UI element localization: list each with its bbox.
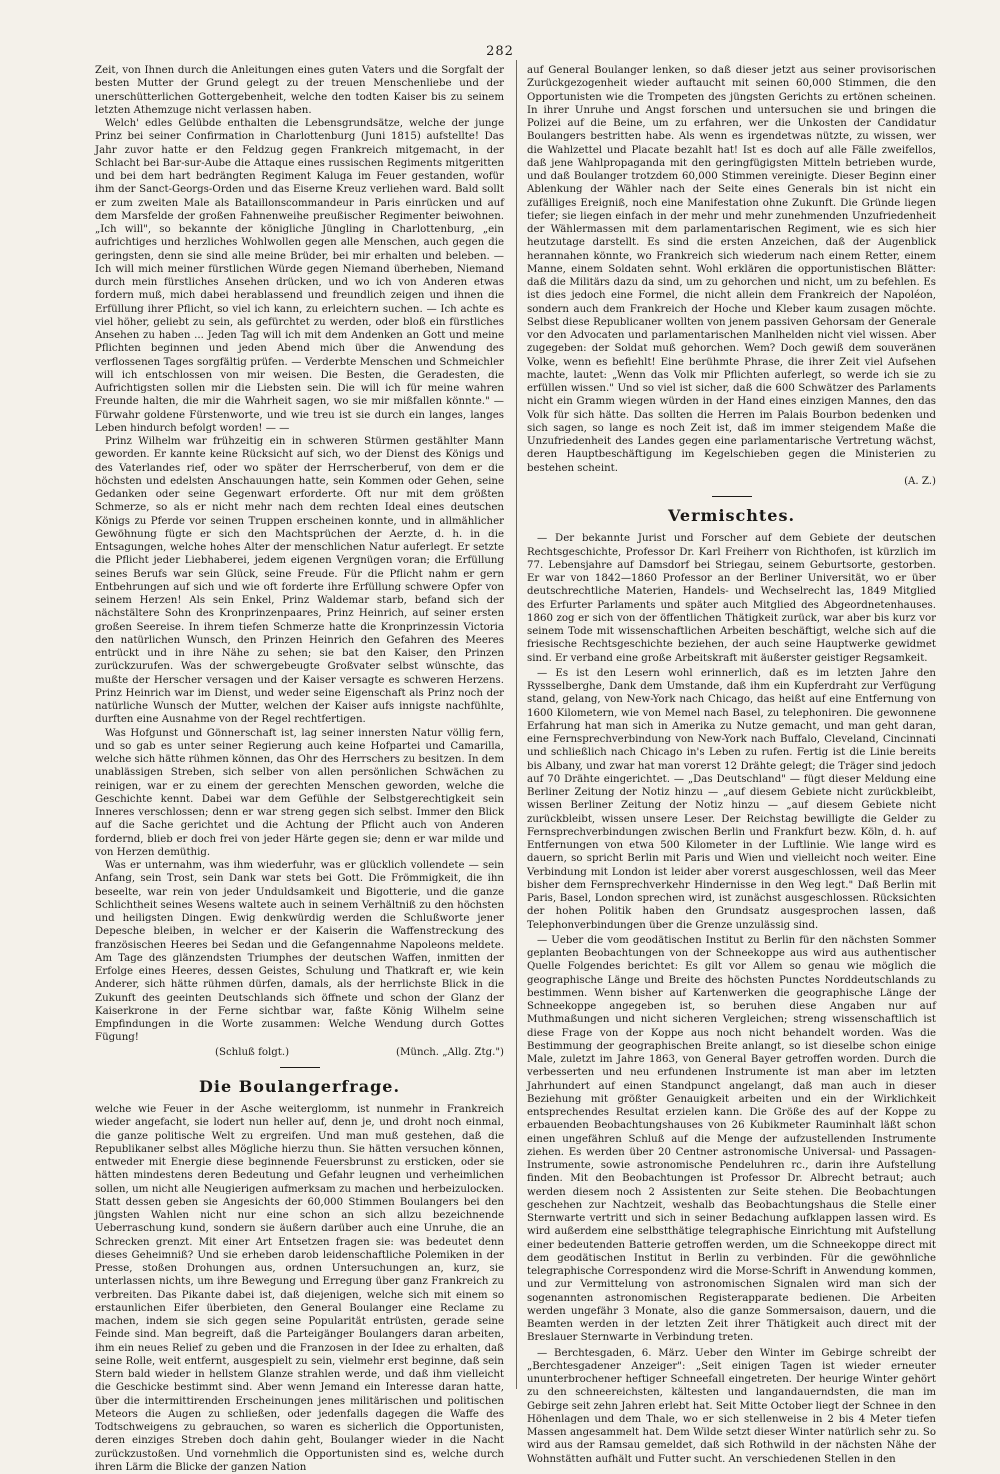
column-divider — [516, 60, 517, 1389]
paragraph: Prinz Wilhelm war frühzeitig ein in schweren Stürmen gestählter Mann geworden. Er kannte keine Rücksicht auf sich, wo der Dienst des Königs und des Vaterlandes rief, oder wo später der Herrscherberuf, von dem er die höchsten und edelsten Anschauungen hatte, sein Kommen oder Gehen, seine Gedanken oder seine Gegenwart erforderte. Oft nur mit dem größten Schmerze, so als er nicht mehr nach dem rechten Ideal eines deutschen Königs zu Pferde vor seinen Truppen erscheinen konnte, und in allmählicher Gewöhnung fügte er sich den Machtsprüchen der Aerzte, d. h. in die Entsagungen, welche hohes Alter der menschlichen Natur auferlegt. Er setzte die Pflicht jeder Liebhaberei, jedem eigenen Vergnügen voran; die Erfüllung seines Berufs war sein Glück, seine Freude. Für die Pflicht nahm er gern Entbehrungen auf sich und wie oft forderte ihre Erfüllung schwere Opfer von seinem Herzen! Als sein Enkel, Prinz Waldemar starb, befand sich der nächstältere Sohn des Kronprinzenpaares, Prinz Heinrich, auf seiner ersten großen Seereise. In ihrem tiefen Schmerze hatte die Kronprinzessin Victoria den natürlichen Wunsch, den Prinzen Heinrich den Gefahren des Meeres entrückt und in ihre Nähe zu sehen; sie bat den Kaiser, den Prinzen zurückzurufen. Was der schwergebeugte Großvater selbst wünschte, das mußte der Herscher versagen und der Kaiser versagte es schweren Herzens. Prinz Heinrich war im Dienst, und weder seine Eigenschaft als Prinz noch der natürliche Wunsch der Mutter, welchen der Kaiser aufs innigste nachfühlte, durften eine Ausnahme von der Regel rechtfertigen. — [95, 436, 504, 726]
paragraph: Welch' edles Gelübde enthalten die Lebensgrundsätze, welche der junge Prinz bei seiner Confirmation in Charlottenburg (Juni 1815) aufstellte! Das Jahr zuvor hatte er den Feldzug gegen Frankreich mitgemacht, in der Schlacht bei Bar-sur-Aube die Attaque eines russischen Regiments mitgeritten und bei dem hart bedrängten Regiment Kaluga im Feuer gestanden, wofür ihm der Sanct-Georgs-Orden und das Eiserne Kreuz verliehen ward. Bald sollt er zum zweiten Male als Bataillonscommandeur in Paris einrücken und auf dem Marsfelde der großen Fahnenweihe preußischer Regimenter beiwohnen. „Ich will", so bekannte der königliche Jüngling in Charlottenburg, „ein aufrichtiges und herzliches Wohlwollen gegen alle Menschen, auch gegen die geringsten, denn sie sind alle meine Brüder, bei mir erhalten und beleben. — Ich will mich meiner fürstlichen Würde gegen Niemand überheben, Niemand durch mein fürstliches Ansehen drücken, und wo ich von Anderen etwas fordern muß, mich dabei herablassend und freundlich zeigen und ihnen die Erfüllung ihrer Pflicht, so viel ich kann, zu erleichtern suchen. — Ich achte es viel höher, geliebt zu sein, als gefürchtet zu werden, oder bloß ein fürstliches Ansehen zu haben ... Jeden Tag will ich mit dem Andenken an Gott und meine Pflichten beginnen und jeden Abend mich über die Anwendung des verflossenen Tages sorgfältig prüfen. — Verderbte Menschen und Schmeichler will ich entschlossen von mir weisen. Die Besten, die Geradesten, die Aufrichtigsten sollen mir die Liebsten sein. Die will ich für meine wahren Freunde halten, die mir die Wahrheit sagen, wo sie mir mißfallen könnte." — Fürwahr goldene Fürstenworte, und wie treu ist sie durch ein langes, langes Leben hindurch befolgt worden! — — — [95, 118, 504, 434]
divider — [712, 496, 752, 497]
news-item: — Ueber die vom geodätischen Institut zu Berlin für den nächsten Sommer geplanten Beobachtungen von der Schneekoppe aus wird aus authentischer Quelle Folgendes berichtet: Es gilt vor Allem so genau wie möglich die geographische Länge und Breite des höchsten Punctes Norddeutschlands zu bestimmen. Wenn bisher auf Kartenwerken die geographische Länge der Schneekoppe angegeben ist, so beruhen diese Angaben nur auf Muthmaßungen und nicht sicheren Vergleichen; streng wissenschaftlich ist diese Frage von der Koppe aus noch nicht behandelt worden. Was die Bestimmung der geographischen Breite anlangt, so ist dieselbe schon einige Male, zuletzt im Jahre 1863, von General Bayer getroffen worden. Durch die verbesserten und neu erfundenen Instrumente ist man aber im letzten Jahrhundert auf einen Standpunct angelangt, daß man auch in dieser Beziehung mit größter Genauigkeit arbeiten und ein der Wirklichkeit entsprechendes Resultat erzielen kann. Die Größe des auf der Koppe zu erbauenden Beobachtungshauses von 26 Kubikmeter Rauminhalt läßt schon einen ungefähren Schluß auf die Menge der aufzustellenden Instrumente ziehen. Es werden über 20 Centner astronomische Universal- und Passagen-Instrumente, sowie astronomische Pendeluhren rc., darin ihre Aufstellung finden. Mit den Beobachtungen ist Professor Dr. Albrecht betraut; auch werden diesem noch 2 Assistenten zur Seite stehen. Die Beobachtungen geschehen zur Nachtzeit, weshalb das Beobachtungshaus die Stelle einer Sternwarte vertritt und sich in seiner Bedachung aufklappen lassen wird. Es wird außerdem eine selbstthätige telegraphische Einrichtung mit Aufstellung einer bedeutenden Batterie getroffen werden, um die Schneekoppe direct mit dem geodätischen Institut in Berlin zu verbinden. Für die gewöhnliche telegraphische Correspondenz wird die Morse-Schrift in Anwendung kommen, und zur Vermittelung von astronomischen Signalen wird man sich der sogenannten astronomischen Registerapparate bedienen. Die Arbeiten werden ungefähr 3 Monate, also die ganze Sommersaison, dauern, und die Beamten werden in der letzten Zeit ihrer Thätigkeit auch direct mit der Breslauer Sternwarte in Verbindung treten. — [527, 934, 936, 1344]
right-column — [527, 64, 936, 1466]
paragraph: Was er unternahm, was ihm wiederfuhr, was er glücklich vollendete — sein Anfang, sein Trost, sein Dank war stets bei Gott. Die Frömmigkeit, die ihn beseelte, war rein von jeder Unduldsamkeit und Bigotterie, und die ganze Schlichtheit seines Wesens waltete auch in seinem Verhältniß zu den höchsten und heiligsten Dingen. Ewig denkwürdig werden die Schlußworte jener Depesche bleiben, in welcher er der Kaiserin die Waffenstreckung des französischen Heeres bei Sedan und die Gefangennahme Napoleons meldete. Am Tage des glänzendsten Triumphes der deutschen Waffen, inmitten der Erfolge eines Heeres, dessen Geistes, Schulung und Thatkraft er, wie kein Anderer, sich hätte rühmen dürfen, damals, als der herrlichste Blick in die Zukunft des geeinten Deutschlands sich öffnete und schon der Glanz der Kaiserkrone in der Ferne sichtbar war, faßte König Wilhelm seine Empfindungen in die Worte zusammen: Welche Wendung durch Gottes Fügung! — [95, 860, 504, 1044]
paragraph: welche wie Feuer in der Asche weiterglomm, ist nunmehr in Frankreich wieder angefacht, sie lodert nun heller auf, denn je, und droht noch einmal, die ganze politische Welt zu ergreifen. Und man muß gestehen, daß die Republikaner selbst alles Mögliche hierzu thun. Sie hätten versuchen können, entweder mit Energie diese beginnende Feuersbrunst zu ersticken, oder sie hätten mindestens deren Bedeutung und Gefahr leugnen und verheimlichen sollen, um nicht alle Neugierigen aufmerksam zu machen und herbeizulocken. Statt dessen geben sie Angesichts der 60,000 Stimmen Boulangers bei den jüngsten Wahlen nicht nur eine schon an sich allzu bezeichnende Ueberraschung kund, sondern sie äußern darüber auch eine Unruhe, die an Schrecken grenzt. Mit einer Art Entsetzen fragen sie: was bedeutet denn dieses Geheimniß? Und sie erheben darob leidenschaftliche Polemiken in der Presse, stoßen Drohungen aus, ordnen Untersuchungen an, kurz, sie unterlassen nichts, um ihre Bewegung und Erregung über ganz Frankreich zu verbreiten. Das Pikante dabei ist, daß diejenigen, welche sich mit einem so erstaunlichen Eifer überbieten, den General Boulanger eine Reclame zu machen, indem sie sich gegen seine Popularität entrüsten, gerade seine Feinde sind. Man begreift, daß die Parteigänger Boulangers daran arbeiten, ihm ein neues Relief zu geben und die Franzosen in der Idee zu erhalten, daß seine Rolle, weit entfernt, ausgespielt zu sein, vielmehr erst beginne, daß sein Stern bald wieder in hellstem Glanze strahlen werde, und daß ihm vielleicht die Geschicke bestimmt sind. Aber wenn Jemand ein Interesse daran hatte, über die intermittirenden Erscheinungen jenes militärischen und politischen Meteors die Augen zu schließen, oder jedenfalls dagegen die Waffe des Todtschweigens zu gebrauchen, so waren es sicherlich die Opportunisten, deren einziges Streben doch dahin geht, Boulanger wieder in die Nacht zurückzustoßen. Und vornehmlich die Opportunisten sind es, welche durch ihren Lärm die Blicke der ganzen Nation — [95, 1104, 504, 1473]
article-heading: Die Boulangerfrage. — [198, 1076, 401, 1096]
paragraph: Was Hofgunst und Gönnerschaft ist, lag seiner innersten Natur völlig fern, und so gab es unter seiner Regierung auch keine Hofpartei und Camarilla, welche sich hätte rühmen können, das Ohr des Herrschers zu besitzen. In dem unablässigen Streben, sich selber von allen persönlichen Schwächen zu reinigen, war er zu einem der gerechten Menschen geworden, welche die Geschichte kennt. Dabei war dem Gefühle der Selbstgerechtigkeit sein Inneres verschlossen; denn er war streng gegen sich selbst. Immer den Blick auf die Sache gerichtet und die Achtung der Pflicht auch von Anderen fordernd, blieb er doch frei von jeder Härte gegen sie; denn er war milde und von Herzen demüthig. — [95, 727, 504, 858]
section-heading: Vermischtes. — [667, 506, 796, 525]
left-column — [95, 64, 504, 1474]
news-item: — Berchtesgaden, 6. März. Ueber den Winter im Gebirge schreibt der „Berchtesgadener Anzeiger": „Seit einigen Tagen ist wieder erneuter ununterbrochener heftiger Schneefall eingetreten. Der heurige Winter gehört zu den schneereichsten, kältesten und langandauerndsten, die man im Gebirge seit zehn Jahren erlebt hat. Seit Mitte October liegt der Schnee in den Höhenlagen und dem Thale, wo er sich stellenweise in 2 bis 4 Meter tiefen Massen angesammelt hat. Dem Wilde setzt dieser Winter natürlich sehr zu. So wird aus der Ramsau gemeldet, daß sich Rothwild in der nächsten Nähe der Wohnstätten aufhält und Futter sucht. An verschiedenen Stellen in den — [527, 1347, 936, 1465]
divider — [280, 1067, 320, 1068]
continuation-note: (Schluß folgt.) — [215, 1046, 290, 1058]
paragraph: auf General Boulanger lenken, so daß dieser jetzt aus seiner provisorischen Zurückgezogenheit wieder auftaucht mit seinen 60,000 Stimmen, die den Opportunisten wie die Trompeten des jüngsten Gerichts zu ertönen scheinen. In ihrer Unruhe und Angst forschen und untersuchen sie und bringen die Polizei auf die Beine, um zu erfahren, wer die Unkosten der Candidatur Boulangers bestritten habe. Als wenn es irgendetwas nützte, zu wissen, wer die Wahlzettel und Placate bezahlt hat! Ist es doch auf alle Fälle zweifellos, daß jene Wahlpropaganda mit den geringfügigsten Mitteln betrieben wurde, und daß Boulanger trotzdem 60,000 Stimmen vereinigte. Dieser Beginn einer Ablenkung der Wähler nach der Seite eines Generals bin ist nicht ein zufälliges Ereigniß, noch eine Manifestation ohne Zukunft. Die Gründe liegen tiefer; sie liegen einfach in der mehr und mehr zunehmenden Unzufriedenheit der Wählermassen mit dem parlamentarischen Regiment, wie es sich hier heutzutage darstellt. Es sind die ersten Anzeichen, daß der Augenblick herannahen könnte, wo Frankreich sich wiederum nach einem Retter, einem Manne, einem Soldaten sehnt. Wohl erklären die opportunistischen Blätter: daß die Militärs dazu da sind, um zu gehorchen und nicht, um zu befehlen. Es ist dies jedoch eine Formel, die nicht allein dem Frankreich der Napoléon, sondern auch dem Frankreich der Hoche und Kleber kaum zusagen möchte. Selbst diese Republicaner wollten von jenem passiven Gehorsam der Generale vor den Advocaten und parlamentarischen Manlhelden nicht viel wissen. Aber zugegeben: der Soldat muß gehorchen. Wem? Doch gewiß dem souveränen Volke, wenn es befiehlt! Eine berühmte Phrase, die ihrer Zeit viel Aufsehen machte, lautet: „Wenn das Volk mir Pflichten auferlegt, so werde ich sie zu erfüllen wissen." Und so viel ist sicher, daß die 600 Schwätzer des Parlaments nicht ein Gramm wiegen würden in der Hand eines einzigen Mannes, den das Volk für sich hätte. Das sollten die Herren im Palais Bourbon bedenken und sich sagen, so lange es noch Zeit ist, daß im immer steigendem Maße die Unzufriedenheit des Landes gegen eine parlamentarische Vertretung wächst, deren Hauptbeschäftigung im Kegelschieben gegen die Ministerien zu bestehen scheint. — [527, 65, 936, 474]
source-citation: (Münch. „Allg. Ztg.") — [395, 1046, 504, 1058]
paragraph: Zeit, von Ihnen durch die Anleitungen eines guten Vaters und die Sorgfalt der besten Mutter der Grund gelegt zu der treuen Menschenliebe und der unerschütterlichen Gottergebenheit, welche den todten Kaiser bis zu seinem letzten Athemzuge nicht verlassen haben. — [95, 65, 504, 116]
news-item: — Der bekannte Jurist und Forscher auf dem Gebiete der deutschen Rechtsgeschichte, Professor Dr. Karl Freiherr von Richthofen, ist kürzlich im 77. Lebensjahre auf Damsdorf bei Striegau, seinem Geburtsorte, gestorben. Er war von 1842—1860 Professor an der Berliner Universität, wo er über deutschrechtliche Materien, Handels- und Wechselrecht las, 1849 Mitglied des Erfurter Parlaments und später auch Mitglied des Abgeordnetenhauses. 1860 zog er sich von der öffentlichen Thätigkeit zurück, war aber bis kurz vor seinem Tode mit wissenschaftlichen Arbeiten beschäftigt, welche sich auf die friesische Rechtsgeschichte beziehen, der auch seine Hauptwerke gewidmet sind. Er verband eine große Arbeitskraft mit äußerster geistiger Regsamkeit. — [527, 533, 936, 664]
news-item: — Es ist den Lesern wohl erinnerlich, daß es im letzten Jahre den Ryssselberghe, Dank dem Umstande, daß ihm ein Kupferdraht zur Verfügung stand, gelang, von New-York nach Chicago, das heißt auf eine Entfernung von 1600 Kilometern, wie von Memel nach Basel, zu telephoniren. Die gewonnene Erfahrung hat man sich in Amerika zu Nutze gemacht, und man geht daran, eine Fernsprechverbindung von New-York nach Buffalo, Cleveland, Cincinnati und schließlich nach Chicago in's Leben zu rufen. Fertig ist die Linie bereits bis Albany, und zwar hat man vorerst 12 Drähte gelegt; die Träger sind jedoch auf 70 Drähte eingerichtet. — „Das Deutschland" — fügt dieser Meldung eine Berliner Zeitung der Notiz hinzu — „auf diesem Gebiete nicht zurückbleibt, wissen Berliner Zeitung der Notiz hinzu — „auf diesem Gebiete nicht zurückbleibt, wissen unsere Leser. Der Reichstag bewilligte die Gelder zu Fernsprechverbindungen zwischen Berlin und Frankfurt bezw. Köln, d. h. auf Entfernungen von etwa 500 Kilometer in der Luftlinie. Wie lange wird es dauern, so spricht Berlin mit Paris und Wien und vielleicht noch weiter. Eine Verbindung mit London ist leider aber vorerst ausgeschlossen, weil das Meer bisher dem Fernsprechverkehr Hindernisse in den Weg legt." Daß Berlin mit Paris, Basel, London sprechen wird, ist zunächst ausgeschlossen. Rücksichten der hohen Politik haben den Grundsatz ausgesprochen lassen, daß Telephonverbindungen über die Grenze unzulässig sind. — [527, 667, 936, 931]
page-number: 282 — [486, 44, 514, 59]
article-signature: (A. Z.) — [904, 475, 936, 487]
article-signature-row — [95, 1046, 504, 1059]
